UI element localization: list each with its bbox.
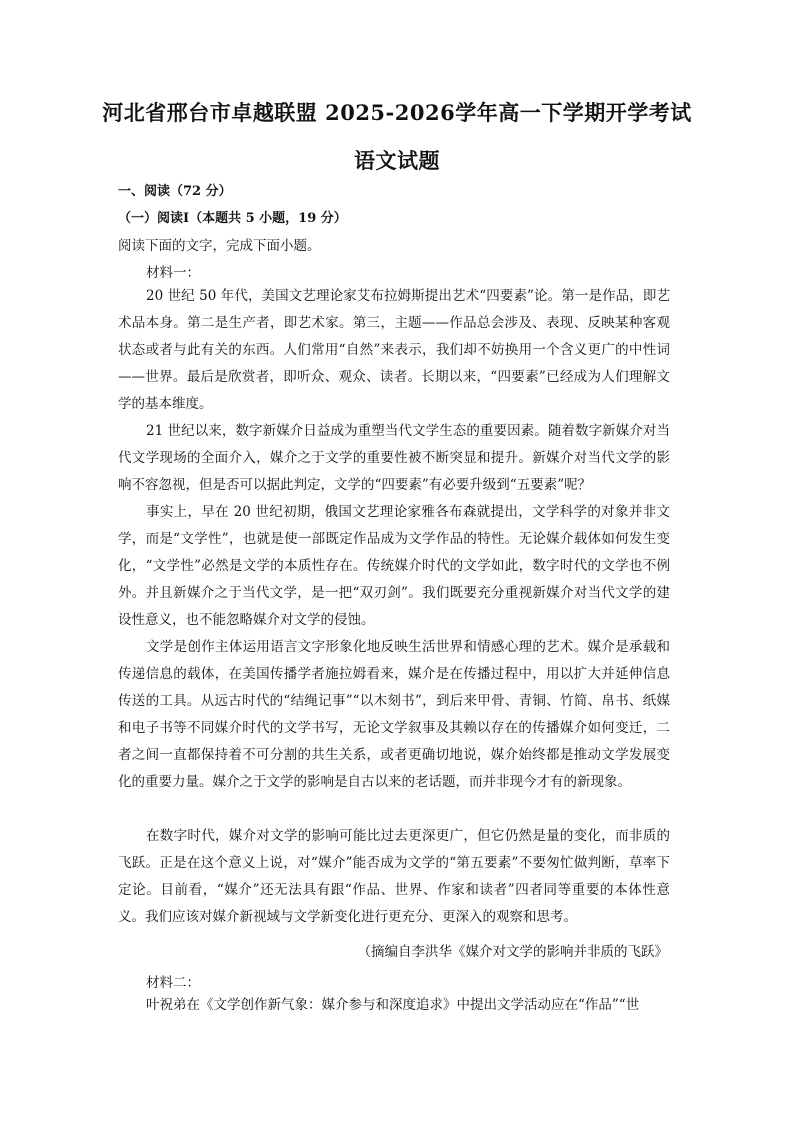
source-citation: （摘编自李洪华《媒介对文学的影响并非质的飞跃》 — [357, 944, 668, 960]
material-one-paragraph: 在数字时代，媒介对文学的影响可能比过去更深更广，但它仍然是量的变化，而非质的飞跃。正是在这个意义上说，对“媒介”能否成为文学的“第五要素”不要匆忙做判断，草率下定论。目前看，“媒介”还无法具有跟“作品、世界、作家和读者”四者同等重要的本体性意义。我们应该对媒介新视域与文学新变化进行更充分、更深入的观察和思考。 — [118, 828, 670, 925]
section-heading: 一、阅读（72 分） — [118, 184, 232, 199]
material-two-paragraph: 叶祝弟在《文学创作新气象：媒介参与和深度追求》中提出文学活动应在“作品”“世 — [146, 997, 640, 1013]
subsection-heading: （一）阅读Ⅰ（本题共 5 小题，19 分） — [118, 211, 347, 226]
material-one-paragraph: 事实上，早在 20 世纪初期，俄国文艺理论家雅各布森就提出，文学科学的对象并非文学，而是“文学性”，也就是使一部既定作品成为文学作品的特性。无论媒介载体如何发生变化，“文学性”必然是文学的本质性存在。传统媒介时代的文学如此，数字时代的文学也不例外。并且新媒介之于当代文学，是一把“双刃剑”。我们既要充分重视新媒介对当代文学的建设性意义，也不能忽略媒介对文学的侵蚀。 — [118, 504, 670, 628]
material-one-paragraph: 文学是创作主体运用语言文字形象化地反映生活世界和情感心理的艺术。媒介是承载和传递信息的载体，在美国传播学者施拉姆看来，媒介是在传播过程中，用以扩大并延伸信息传送的工具。从远古时代的“结绳记事”“以木刻书”，到后来甲骨、青铜、竹简、帛书、纸媒和电子书等不同媒介时代的文学书写，无论文学叙事及其赖以存在的传播媒介如何变迁，二者之间一直都保持着不可分割的共生关系，或者更确切地说，媒介始终都是推动文学发展变化的重要力量。媒介之于文学的影响是自古以来的老话题，而并非现今才有的新现象。 — [118, 639, 670, 790]
document-subtitle: 语文试题 — [354, 148, 440, 173]
document-title: 河北省邢台市卓越联盟 2025-2026学年高一下学期开学考试 — [102, 100, 692, 125]
material-one-paragraph: 21 世纪以来，数字新媒介日益成为重塑当代文学生态的重要因素。随着数字新媒介对当代文学现场的全面介入，媒介之于文学的重要性被不断突显和提升。新媒介对当代文学的影响不容忽视，但是否可以据此判定，文学的“四要素”有必要升级到“五要素”呢？ — [118, 423, 670, 493]
material-one-label: 材料一： — [146, 265, 200, 281]
material-one-paragraph: 20 世纪 50 年代，美国文艺理论家艾布拉姆斯提出艺术“四要素”论。第一是作品，即艺术品本身。第二是生产者，即艺术家。第三，主题——作品总会涉及、表现、反映某种客观状态或者与此有关的东西。人们常用“自然”来表示，我们却不妨换用一个含义更广的中性词——世界。最后是欣赏者，即听众、观众、读者。长期以来，“四要素”已经成为人们理解文学的基本维度。 — [118, 288, 670, 412]
material-two-label: 材料二： — [146, 975, 200, 991]
instruction-text: 阅读下面的文字，完成下面小题。 — [118, 238, 321, 254]
